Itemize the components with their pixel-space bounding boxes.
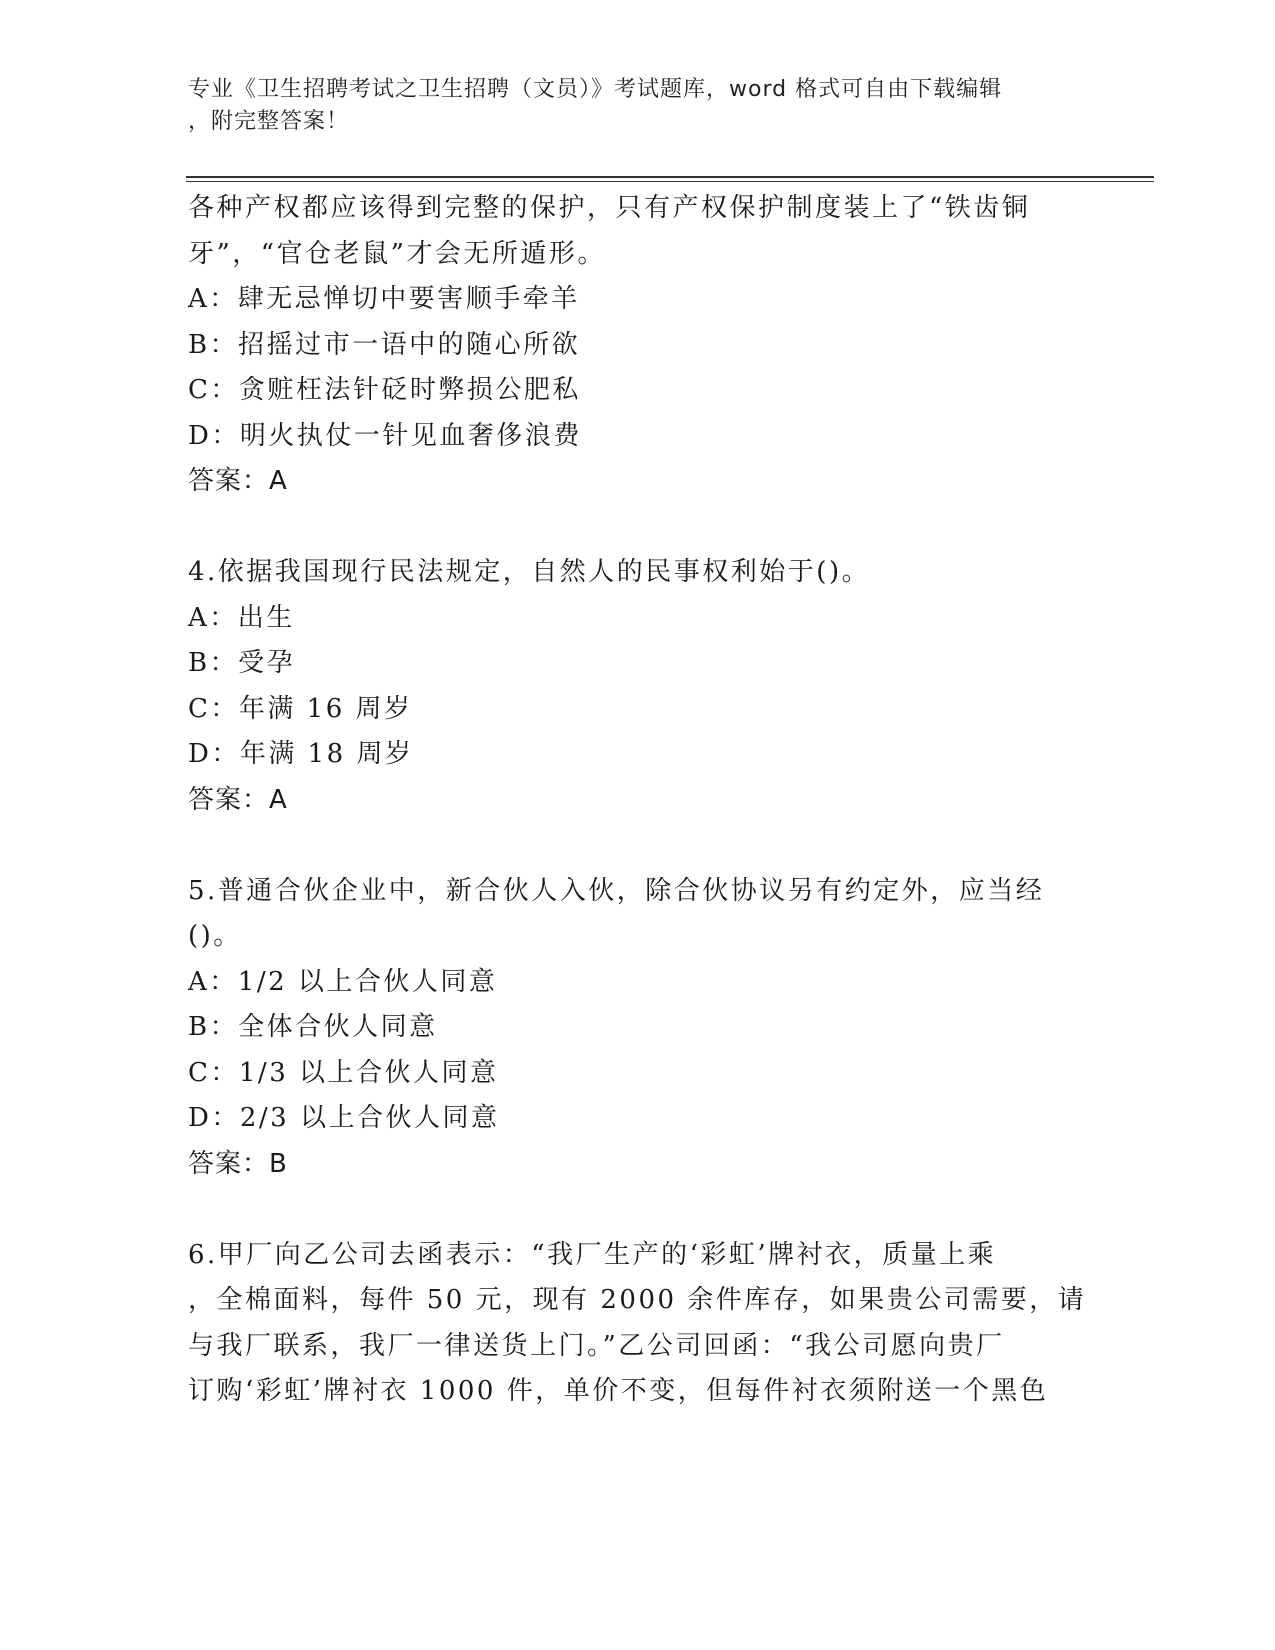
answer-line: 答案：A xyxy=(188,784,288,815)
option-a: A：肆无忌惮切中要害顺手牵羊 xyxy=(188,284,580,314)
header-line-2: ，附完整答案！ xyxy=(188,109,350,134)
option-b: B：受孕 xyxy=(188,648,296,678)
question-stem: 牙”，“官仓老鼠”才会无所遁形。 xyxy=(188,238,606,269)
option-c: C：1/3 以上合伙人同意 xyxy=(188,1057,499,1088)
answer-line: 答案：A xyxy=(188,466,288,496)
question-6 xyxy=(188,1233,1088,1415)
header-rule-thin xyxy=(186,181,1154,182)
question-5 xyxy=(188,869,1088,1188)
option-c: C：年满 16 周岁 xyxy=(188,693,413,724)
question-stem: 订购‘彩虹’牌衬衣 1000 件，单价不变，但每件衬衣须附送一个黑色 xyxy=(188,1376,1049,1406)
option-a: A：出生 xyxy=(188,602,295,633)
question-3 xyxy=(188,186,1088,505)
question-stem: 6.甲厂向乙公司去函表示：“我厂生产的‘彩虹’牌衬衣，质量上乘 xyxy=(188,1239,997,1270)
question-stem: 与我厂联系，我厂一律送货上门。”乙公司回函：“我公司愿向贵厂 xyxy=(188,1330,1005,1361)
question-4 xyxy=(188,550,1088,823)
option-d: D：年满 18 周岁 xyxy=(188,739,414,769)
header-rule-thick xyxy=(186,176,1154,178)
question-stem: ()。 xyxy=(188,921,242,951)
option-a: A：1/2 以上合伙人同意 xyxy=(188,966,498,997)
answer-line: 答案：B xyxy=(188,1148,288,1179)
option-d: D：明火执仗一针见血奢侈浪费 xyxy=(188,420,582,451)
question-stem: 4.依据我国现行民法规定，自然人的民事权利始于()。 xyxy=(188,557,871,587)
option-c: C：贪赃枉法针砭时弊损公肥私 xyxy=(188,375,581,405)
document-body xyxy=(188,186,1088,1415)
spacer xyxy=(188,1187,1088,1233)
question-stem: 各种产权都应该得到完整的保护，只有产权保护制度装上了“铁齿铜 xyxy=(188,193,1031,223)
option-b: B：全体合伙人同意 xyxy=(188,1012,438,1042)
spacer xyxy=(188,505,1088,551)
spacer xyxy=(188,823,1088,869)
option-b: B：招摇过市一语中的随心所欲 xyxy=(188,329,581,360)
question-stem: 5.普通合伙企业中，新合伙人入伙，除合伙协议另有约定外，应当经 xyxy=(188,875,1045,906)
question-stem: ，全棉面料，每件 50 元，现有 2000 余件库存，如果贵公司需要，请 xyxy=(188,1285,1087,1315)
header-line-1: 专业《卫生招聘考试之卫生招聘（文员）》考试题库，word 格式可自由下载编辑 xyxy=(188,77,1003,102)
document-header xyxy=(188,74,1068,138)
option-d: D：2/3 以上合伙人同意 xyxy=(188,1103,500,1133)
